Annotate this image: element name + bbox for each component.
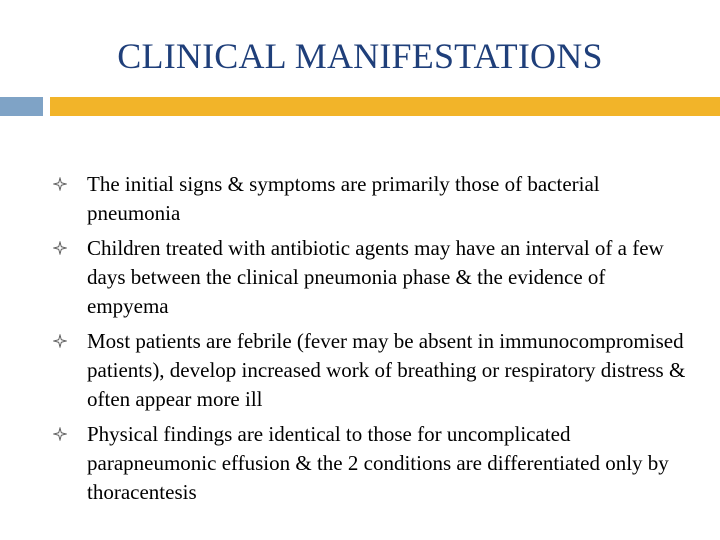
accent-bar-orange	[50, 97, 720, 116]
bullet-item	[0, 420, 720, 507]
four-point-star-icon	[53, 427, 67, 441]
bullet-text: The initial signs & symptoms are primarily those of bacterial pneumonia	[87, 172, 600, 225]
bullet-item	[0, 170, 720, 228]
bullet-text: Children treated with antibiotic agents may have an interval of a few days between the clinical pneumonia phase & the evidence of empyema	[87, 236, 664, 318]
four-point-star-icon	[53, 241, 67, 255]
bullet-item	[0, 234, 720, 321]
bullet-item	[0, 327, 720, 414]
bullet-text: Physical findings are identical to those for uncomplicated parapneumonic effusion & the 2 conditions are differentiated only by thoracentesis	[87, 422, 669, 504]
slide-title: CLINICAL MANIFESTATIONS	[117, 36, 603, 76]
four-point-star-icon	[53, 334, 67, 348]
accent-bar-blue	[0, 97, 43, 116]
four-point-star-icon	[53, 177, 67, 191]
bullet-list	[0, 170, 720, 513]
bullet-text: Most patients are febrile (fever may be absent in immunocompromised patients), develop increased work of breathing or respiratory distress & often appear more ill	[87, 329, 686, 411]
